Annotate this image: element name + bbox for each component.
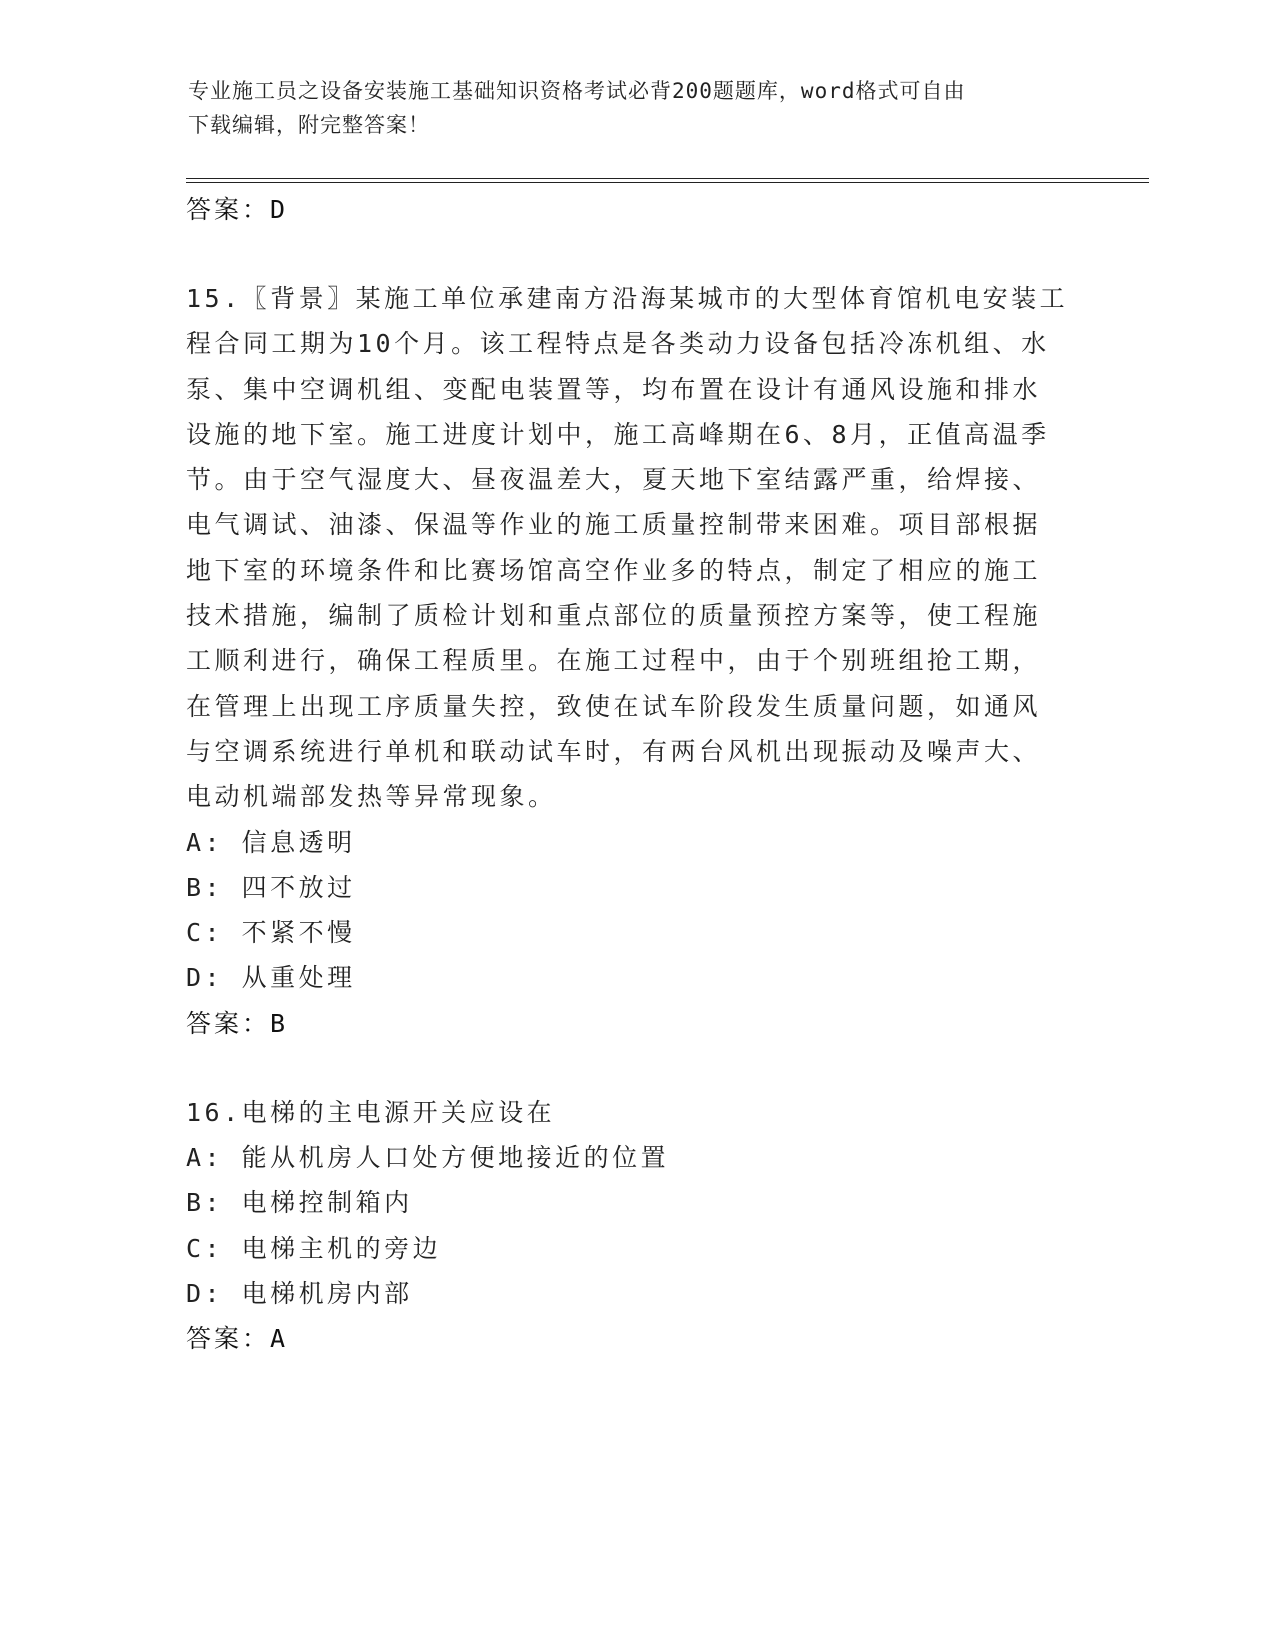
question-16-option-b: B: 电梯控制箱内 bbox=[186, 1188, 413, 1218]
question-15-answer: 答案：B bbox=[186, 1008, 289, 1038]
question-16-option-d: D: 电梯机房内部 bbox=[186, 1278, 413, 1308]
question-15-option-d: D: 从重处理 bbox=[186, 963, 356, 993]
question-15-option-a: A: 信息透明 bbox=[186, 827, 356, 857]
header-divider bbox=[186, 178, 1149, 185]
question-line: 工顺利进行，确保工程质里。在施工过程中，由于个别班组抢工期， bbox=[186, 646, 1042, 676]
question-16-option-c: C: 电梯主机的旁边 bbox=[186, 1233, 442, 1263]
header-title-line-1: 专业施工员之设备安装施工基础知识资格考试必背200题题库，word格式可自由 bbox=[188, 79, 966, 103]
question-line: 15.〖背景〗某施工单位承建南方沿海某城市的大型体育馆机电安装工 bbox=[186, 284, 1069, 313]
question-line: 程合同工期为10个月。该工程特点是各类动力设备包括冷冻机组、水 bbox=[186, 329, 1050, 359]
question-16-option-a: A: 能从机房人口处方便地接近的位置 bbox=[186, 1143, 670, 1173]
question-16-text: 16.电梯的主电源开关应设在 bbox=[186, 1097, 556, 1127]
page-header bbox=[188, 74, 1088, 142]
question-15-text bbox=[186, 276, 1086, 820]
question-line: 与空调系统进行单机和联动试车时，有两台风机出现振动及噪声大、 bbox=[186, 736, 1042, 766]
question-16-answer: 答案：A bbox=[186, 1324, 289, 1354]
question-line: 技术措施，编制了质检计划和重点部位的质量预控方案等，使工程施 bbox=[186, 601, 1042, 631]
header-title-line-2: 下载编辑，附完整答案！ bbox=[188, 113, 430, 137]
question-line: 地下室的环境条件和比赛场馆高空作业多的特点，制定了相应的施工 bbox=[186, 555, 1042, 585]
document-body bbox=[186, 187, 1086, 1361]
question-line: 泵、集中空调机组、变配电装置等，均布置在设计有通风设施和排水 bbox=[186, 374, 1042, 404]
question-15-option-c: C: 不紧不慢 bbox=[186, 918, 356, 948]
question-line: 设施的地下室。施工进度计划中，施工高峰期在6、8月，正值高温季 bbox=[186, 419, 1050, 449]
question-line: 在管理上出现工序质量失控，致使在试车阶段发生质量问题，如通风 bbox=[186, 691, 1042, 721]
previous-question-answer: 答案：D bbox=[186, 195, 289, 224]
question-15-option-b: B: 四不放过 bbox=[186, 872, 356, 902]
question-line: 电动机端部发热等异常现象。 bbox=[186, 782, 557, 812]
question-16 bbox=[186, 1090, 1086, 1361]
question-line: 电气调试、油漆、保温等作业的施工质量控制带来困难。项目部根据 bbox=[186, 510, 1042, 540]
question-line: 节。由于空气湿度大、昼夜温差大，夏天地下室结露严重，给焊接、 bbox=[186, 465, 1042, 495]
question-15 bbox=[186, 276, 1086, 1046]
